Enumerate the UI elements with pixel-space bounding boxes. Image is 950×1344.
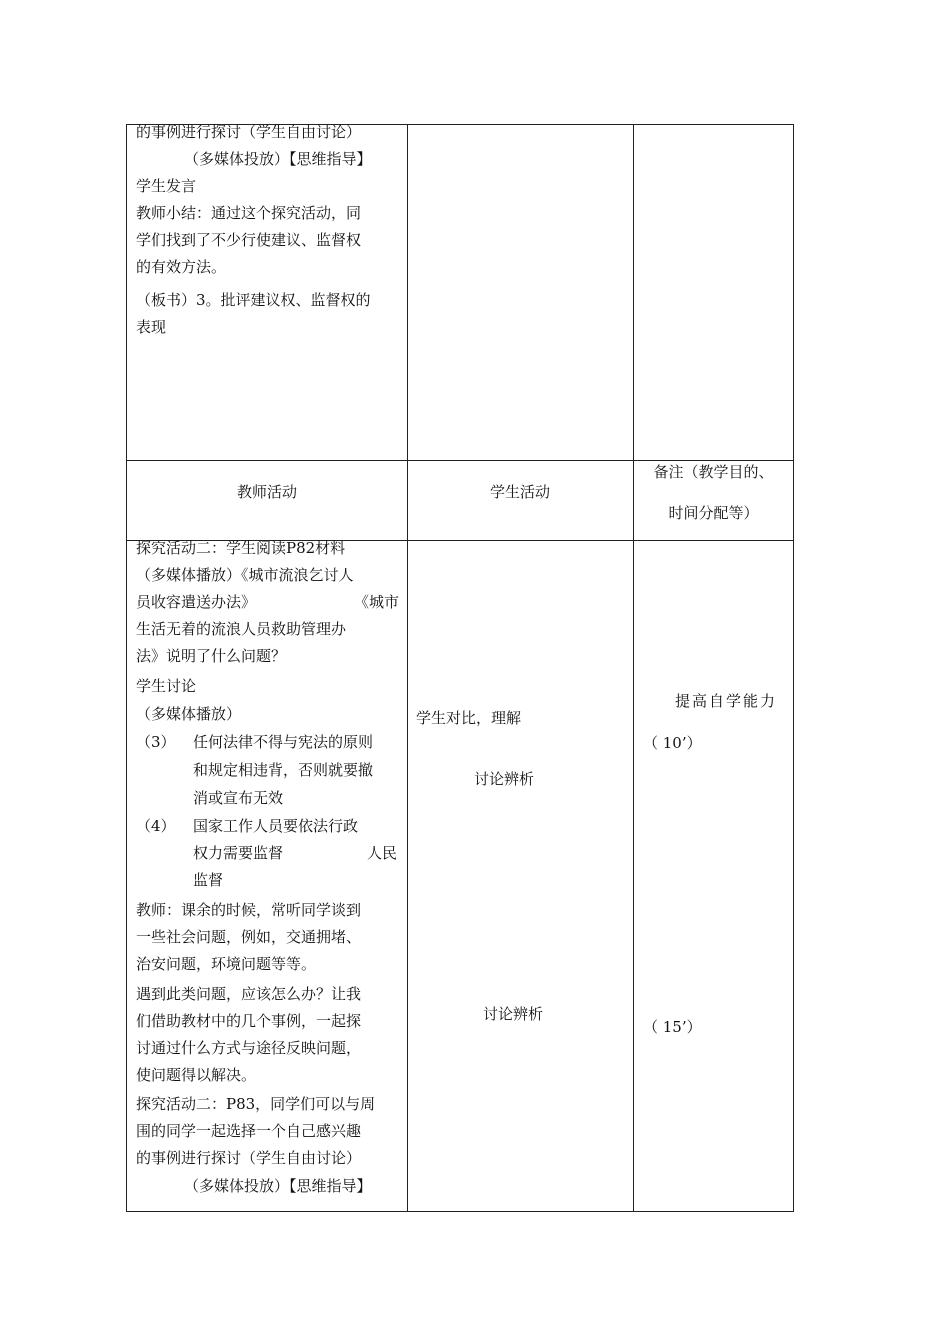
teacher-text: 任何法律不得与宪法的原则 (193, 733, 374, 751)
teacher-text: 权力需要监督 (193, 844, 284, 862)
teacher-text: 国家工作人员要依法行政 (193, 817, 359, 835)
student-activity-text: 讨论辨析 (474, 770, 535, 788)
teacher-text: 教师小结：通过这个探究活动，同 (136, 204, 362, 222)
teacher-text: 监督 (193, 871, 224, 889)
teacher-text: 使问题得以解决。 (136, 1066, 257, 1084)
list-number: （4） (136, 817, 176, 835)
teacher-text: 人民 (367, 844, 398, 862)
notes-time: （ 10’） (643, 734, 702, 752)
teacher-text: 治安问题，环境问题等等。 (136, 955, 317, 973)
teacher-text: 围的同学一起选择一个自己感兴趣 (136, 1122, 362, 1140)
teacher-text: 《城市 (354, 593, 400, 611)
column-divider (407, 125, 408, 1211)
teacher-text: 表现 (136, 318, 167, 336)
header-teacher-activity: 教师活动 (236, 483, 297, 501)
teacher-text: 法》说明了什么问题？ (136, 647, 287, 665)
header-notes: 时间分配等） (668, 504, 759, 522)
teacher-text: 一些社会问题，例如，交通拥堵、 (136, 928, 362, 946)
list-number: （3） (136, 733, 176, 751)
teacher-text: 学生发言 (136, 177, 197, 195)
header-student-activity: 学生活动 (489, 483, 550, 501)
student-activity-text: 讨论辨析 (483, 1005, 544, 1023)
teacher-text: 遇到此类问题，应该怎么办？让我 (136, 985, 362, 1003)
teacher-text: 的事例进行探讨（学生自由讨论） (136, 1149, 362, 1167)
teacher-text: 的事例进行探讨（学生自由讨论） (136, 123, 362, 141)
teacher-text: 探究活动二：P83，同学们可以与周 (136, 1095, 376, 1113)
teacher-text: 们借助教材中的几个事例，一起探 (136, 1012, 362, 1030)
teacher-text: 的有效方法。 (136, 258, 227, 276)
student-activity-text: 学生对比，理解 (416, 709, 522, 727)
teacher-text: 教师：课余的时候，常听同学谈到 (136, 901, 362, 919)
teacher-text: 学们找到了不少行使建议、监督权 (136, 231, 362, 249)
notes-text: 提高自学能力 (675, 692, 778, 710)
teacher-text: 探究活动二：学生阅读P82材料 (136, 539, 346, 557)
teacher-text: 员收容遣送办法》 (136, 593, 257, 611)
teacher-text: （多媒体投放）【思维指导】 (184, 150, 372, 168)
teacher-text: 消或宣布无效 (193, 789, 284, 807)
header-notes: 备注（教学目的、 (653, 463, 774, 481)
teacher-text: （多媒体播放） (136, 705, 242, 723)
teacher-text: 讨通过什么方式与途径反映问题， (136, 1039, 362, 1057)
notes-time: （ 15’） (643, 1018, 702, 1036)
teacher-text: （多媒体播放）《城市流浪乞讨人 (136, 566, 354, 584)
teacher-text: 和规定相违背，否则就要撤 (193, 761, 374, 779)
teacher-text: 生活无着的流浪人员救助管理办 (136, 620, 347, 638)
teacher-text: 学生讨论 (136, 677, 197, 695)
teacher-text: （多媒体投放）【思维指导】 (184, 1177, 372, 1195)
teacher-text: （板书）3。批评建议权、监督权的 (136, 291, 371, 309)
column-divider (633, 125, 634, 1211)
